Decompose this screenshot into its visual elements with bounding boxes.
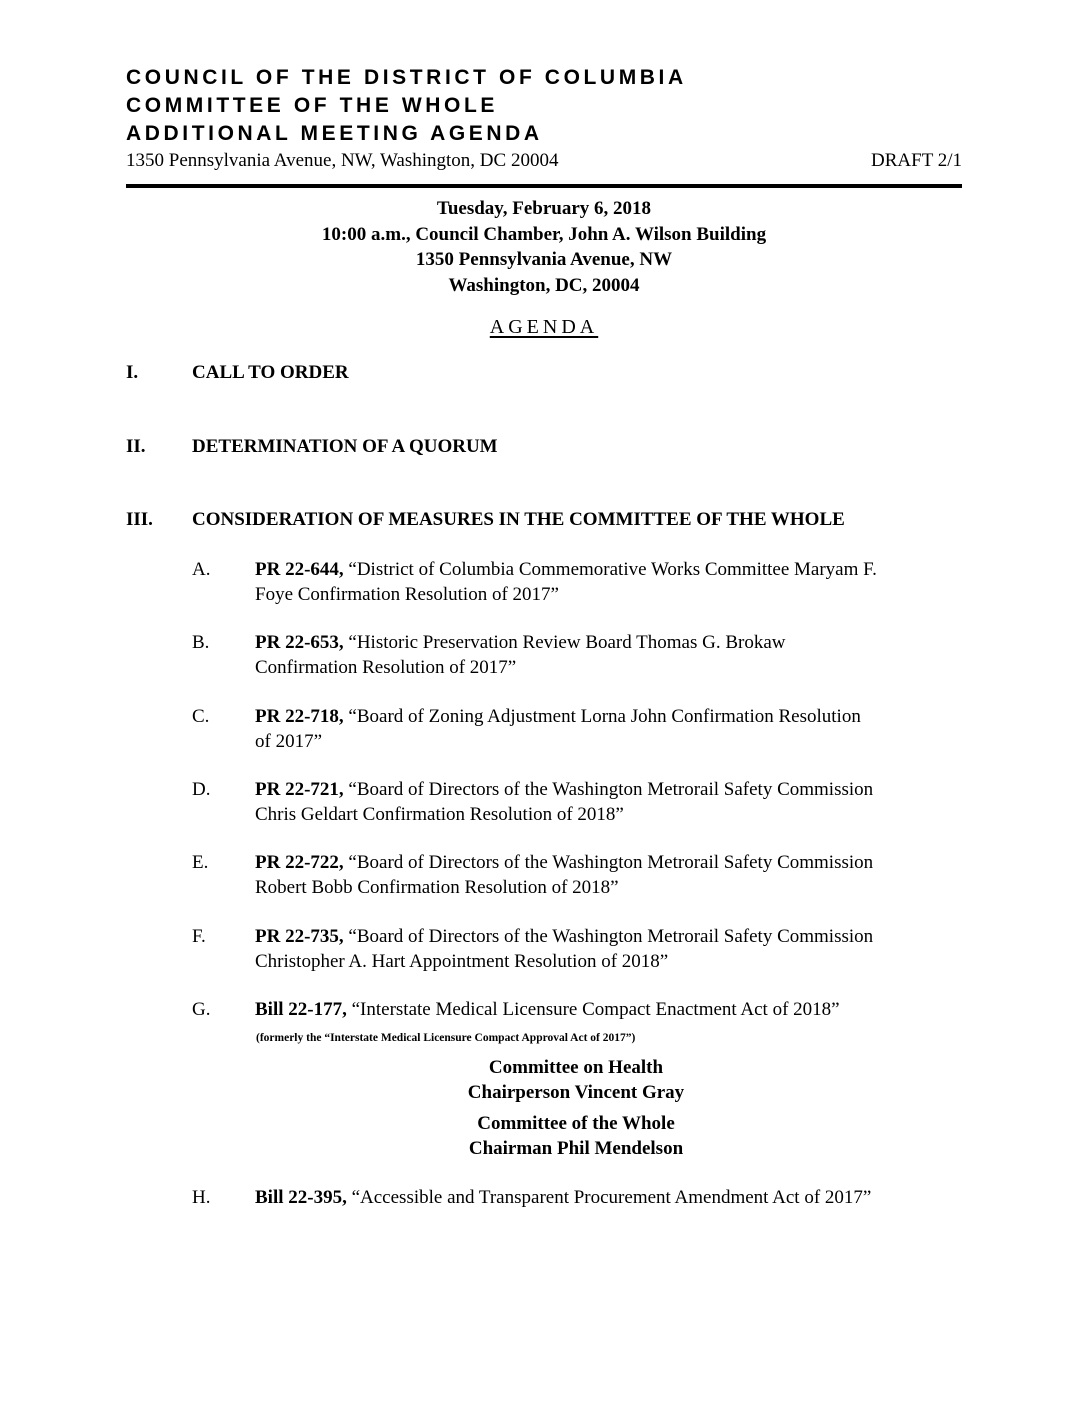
- item-title-line2: Chris Geldart Confirmation Resolution of 2018”: [255, 803, 624, 825]
- committee-chair: Chairperson Vincent Gray: [467, 1081, 685, 1103]
- section-title: CALL TO ORDER: [192, 362, 349, 383]
- item-letter: C.: [192, 706, 210, 727]
- item-code: PR 22-735,: [255, 926, 344, 947]
- item-title-line2: Confirmation Resolution of 2017”: [255, 656, 517, 678]
- meeting-date: Tuesday, February 6, 2018: [436, 198, 652, 219]
- item-letter: B.: [192, 632, 210, 653]
- committee-name: Committee on Health: [488, 1057, 664, 1078]
- agenda-heading-text: AGENDA: [489, 316, 599, 338]
- item-title-line2: Robert Bobb Confirmation Resolution of 2018”: [255, 876, 619, 898]
- committee-name: Committee of the Whole: [477, 1113, 675, 1134]
- draft-label: DRAFT 2/1: [871, 150, 962, 171]
- item-code: PR 22-721,: [255, 779, 344, 800]
- item-title-line1: “District of Columbia Commemorative Works Committee Maryam F.: [343, 559, 877, 580]
- item-letter: A.: [192, 559, 211, 580]
- header-divider: [126, 184, 962, 188]
- item-title-line2: Foye Confirmation Resolution of 2017”: [255, 583, 559, 605]
- item-title-line1: “Board of Directors of the Washington Metrorail Safety Commission: [343, 852, 874, 873]
- meeting-city: Washington, DC, 20004: [448, 274, 640, 296]
- item-title-line2: Christopher A. Hart Appointment Resolution of 2018”: [255, 950, 669, 972]
- section-number: II.: [126, 436, 146, 457]
- item-code: PR 22-653,: [255, 632, 344, 653]
- committee-chair: Chairman Phil Mendelson: [468, 1137, 684, 1159]
- section-title: CONSIDERATION OF MEASURES IN THE COMMITTEE OF THE WHOLE: [192, 509, 845, 530]
- header-address: 1350 Pennsylvania Avenue, NW, Washington, DC 20004: [126, 150, 559, 171]
- item-title-line1: “Interstate Medical Licensure Compact Enactment Act of 2018”: [346, 999, 840, 1020]
- item-code: PR 22-722,: [255, 852, 344, 873]
- header-address-line: [126, 150, 962, 172]
- item-title-line1: “Board of Zoning Adjustment Lorna John Confirmation Resolution: [343, 706, 861, 727]
- section-number: III.: [126, 509, 153, 530]
- section-number: I.: [126, 362, 139, 383]
- item-letter: D.: [192, 779, 211, 800]
- item-code: PR 22-644,: [255, 559, 344, 580]
- committee-title: COMMITTEE OF THE WHOLE: [126, 94, 499, 117]
- agenda-heading: [126, 316, 962, 339]
- item-title-line1: “Accessible and Transparent Procurement Amendment Act of 2017”: [346, 1187, 872, 1208]
- item-letter: G.: [192, 999, 211, 1020]
- section-title: DETERMINATION OF A QUORUM: [192, 436, 498, 457]
- item-title-line2: of 2017”: [255, 730, 323, 752]
- item-code: PR 22-718,: [255, 706, 344, 727]
- agenda-type-title: ADDITIONAL MEETING AGENDA: [126, 122, 543, 145]
- meeting-time-location: 10:00 a.m., Council Chamber, John A. Wilson Building: [321, 223, 767, 245]
- item-title-line1: “Board of Directors of the Washington Metrorail Safety Commission: [343, 779, 874, 800]
- meeting-info: [126, 196, 962, 298]
- item-g-formerly-note: (formerly the “Interstate Medical Licensure Compact Approval Act of 2017”): [256, 1032, 636, 1044]
- item-code: Bill 22-177,: [255, 999, 347, 1020]
- item-code: Bill 22-395,: [255, 1187, 347, 1208]
- council-title: COUNCIL OF THE DISTRICT OF COLUMBIA: [126, 66, 687, 89]
- item-title-line1: “Historic Preservation Review Board Thomas G. Brokaw: [343, 632, 786, 653]
- item-letter: H.: [192, 1187, 211, 1208]
- item-title-line1: “Board of Directors of the Washington Metrorail Safety Commission: [343, 926, 874, 947]
- meeting-street: 1350 Pennsylvania Avenue, NW: [415, 249, 673, 270]
- committee-referral-block: [256, 1056, 896, 1161]
- item-letter: E.: [192, 852, 209, 873]
- item-letter: F.: [192, 926, 206, 947]
